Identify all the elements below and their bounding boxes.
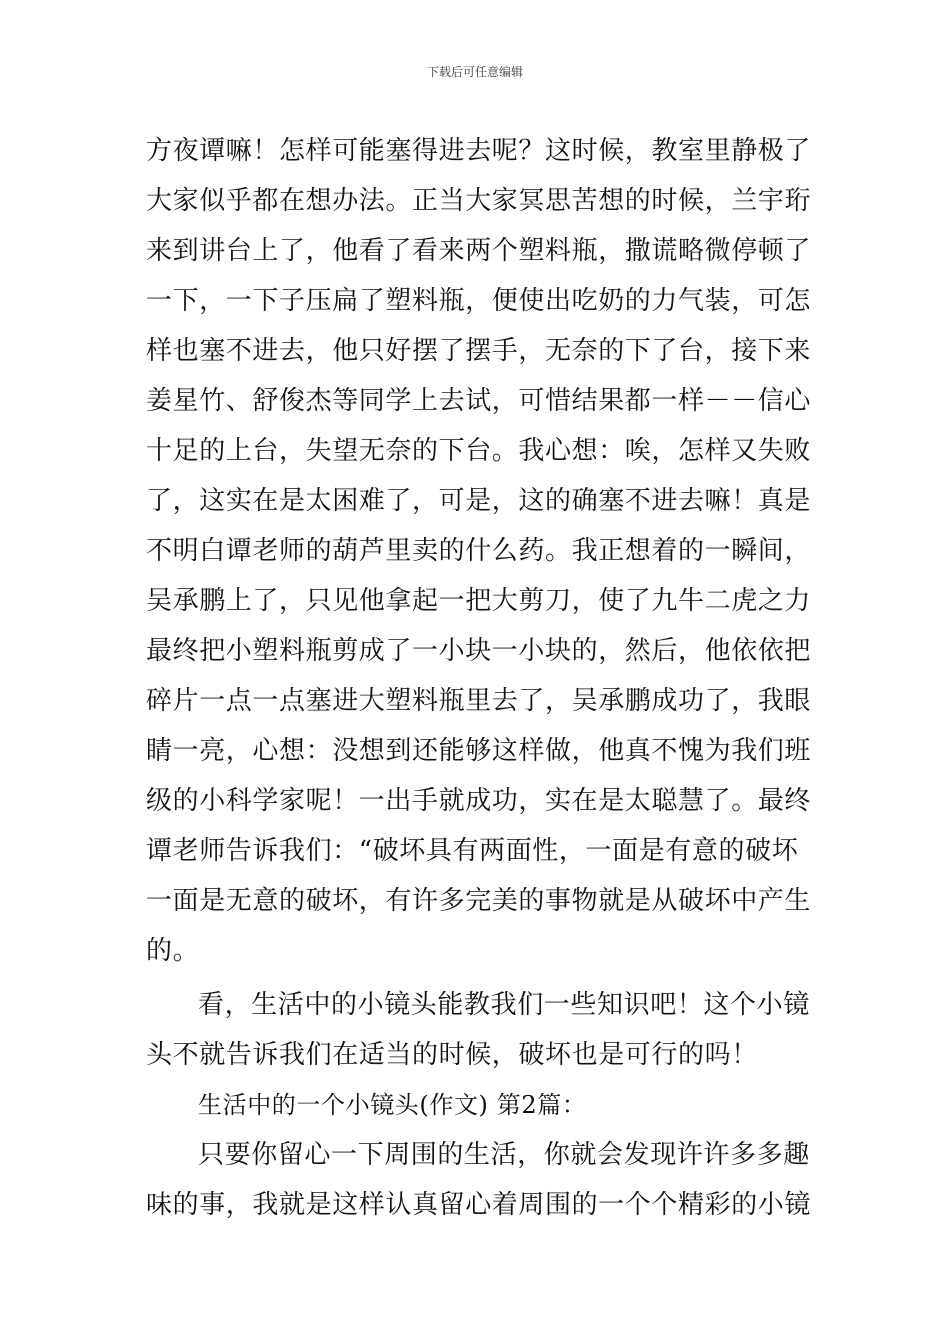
text-line: 姜星竹、舒俊杰等同学上去试，可惜结果都一样－－信心 bbox=[146, 386, 812, 416]
text-line: 的。 bbox=[146, 936, 200, 966]
text-line: 了，这实在是太困难了，可是，这的确塞不进去嘛！真是 bbox=[146, 486, 812, 516]
section-heading: 生活中的一个小镜头(作文) 第2篇： bbox=[198, 1091, 587, 1119]
text-line: 不明白谭老师的葫芦里卖的什么药。我正想着的一瞬间， bbox=[146, 536, 812, 566]
text-line: 级的小科学家呢！一出手就成功，实在是太聪慧了。最终 bbox=[146, 786, 812, 816]
text-line: 味的事，我就是这样认真留心着周围的一个个精彩的小镜 bbox=[146, 1190, 812, 1220]
text-line: 一下，一下子压扁了塑料瓶，便使出吃奶的力气装，可怎 bbox=[146, 286, 812, 316]
document-body bbox=[146, 126, 810, 1230]
text-line: 只要你留心一下周围的生活，你就会发现许许多多趣 bbox=[198, 1140, 810, 1170]
text-line: 睛一亮，心想：没想到还能够这样做，他真不愧为我们班 bbox=[146, 736, 812, 766]
text-line: 一面是无意的破坏，有许多完美的事物就是从破坏中产生 bbox=[146, 886, 812, 916]
text-line: 碎片一点一点塞进大塑料瓶里去了，吴承鹏成功了，我眼 bbox=[146, 686, 812, 716]
page-header: 下载后可任意编辑 bbox=[426, 65, 523, 79]
text-line: 样也塞不进去，他只好摆了摆手，无奈的下了台，接下来 bbox=[146, 336, 812, 366]
text-line: 看，生活中的小镜头能教我们一些知识吧！这个小镜 bbox=[198, 990, 810, 1020]
text-line: 谭老师告诉我们：“破坏具有两面性，一面是有意的破坏 bbox=[146, 836, 799, 866]
text-line: 头不就告诉我们在适当的时候，破坏也是可行的吗！ bbox=[146, 1040, 758, 1070]
text-line: 最终把小塑料瓶剪成了一小块一小块的，然后，他依依把 bbox=[146, 636, 812, 666]
text-line: 十足的上台，失望无奈的下台。我心想：唉，怎样又失败 bbox=[146, 436, 812, 466]
text-line: 方夜谭嘛！怎样可能塞得进去呢？这时候，教室里静极了 bbox=[146, 136, 812, 166]
text-line: 大家似乎都在想办法。正当大家冥思苦想的时候，兰宇珩 bbox=[146, 186, 812, 216]
text-line: 吴承鹏上了，只见他拿起一把大剪刀，使了九牛二虎之力 bbox=[146, 586, 812, 616]
text-line: 来到讲台上了，他看了看来两个塑料瓶，撒谎略微停顿了 bbox=[146, 236, 812, 266]
